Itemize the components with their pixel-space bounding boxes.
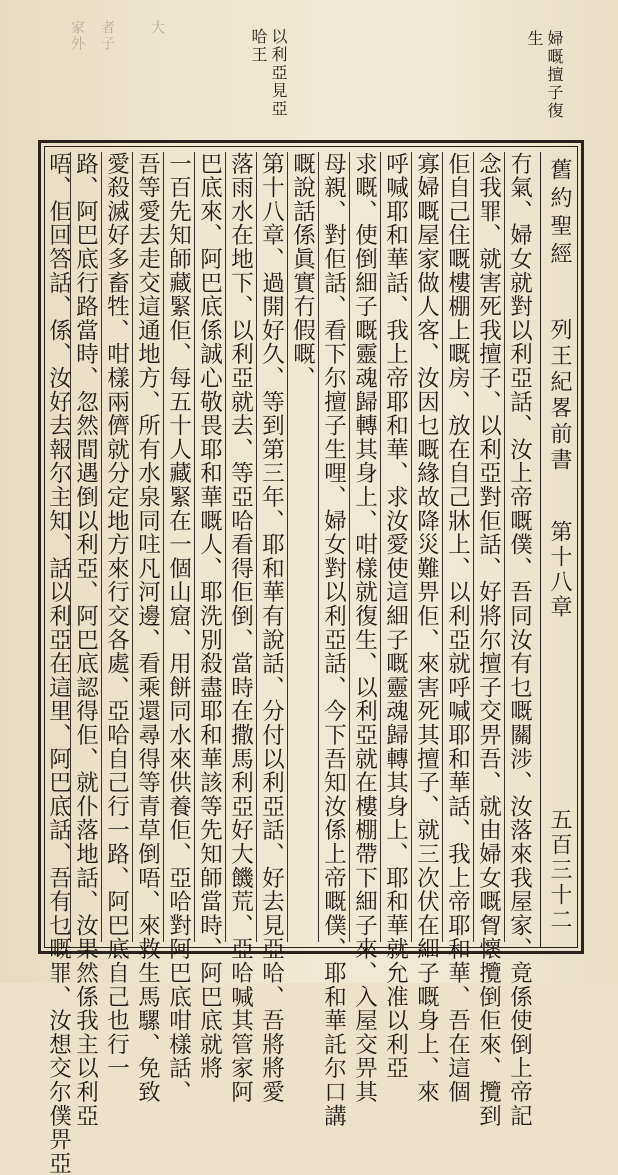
column-rule [163, 152, 164, 942]
column-rule [101, 152, 102, 942]
text-column: 求嘅、使倒細子嘅靈魂歸轉其身上、咁樣就復生、以利亞就在樓棚帶下細子來、入屋交畀其 [351, 152, 378, 1104]
column-rule [411, 152, 412, 942]
column-rule [318, 152, 319, 942]
column-rule [70, 152, 71, 942]
column-rule [473, 152, 474, 942]
chapter-label: 第十八章 [547, 520, 572, 620]
text-column: 冇氣、婦女就對以利亞話、汝上帝嘅僕、吾同汝有乜嘅關涉、汝落來我屋家、竟係使倒上帝記 [506, 152, 533, 1128]
section-title: 列王紀畧前書 [547, 318, 572, 474]
bleed-through-text: 家外 [69, 20, 85, 52]
column-rule [194, 152, 195, 942]
text-column: 呼喊耶和華話、我上帝耶和華、求汝愛使這細子嘅靈魂歸轉其身上、耶和華就允准以利亞 [382, 152, 409, 1081]
column-rule [504, 152, 505, 942]
text-column: 母親、對佢話、看下尔擅子生哩、婦女對以利亞話、今下吾知汝係上帝嘅僕、耶和華託尔口講 [320, 152, 347, 1128]
column-rule [256, 152, 257, 942]
margin-note-line: 以利亞見亞 [269, 28, 288, 118]
text-column: 落雨水在地下、以利亞就去、等亞哈看得佢倒、當時在撒馬利亞好大饑荒、亞哈喊其管家阿 [227, 152, 254, 1104]
text-column: 念我罪、就害死我擅子、以利亞對佢話、好將尔擅子交畀吾、就由婦女嘅胷懷攬倒佢來、攬到 [475, 152, 502, 1128]
column-rule [132, 152, 133, 942]
text-column: 吾等愛去走交這通地方、所有水泉同𠰍凡河邊、看乘還尋得等青草倒唔、來救生馬騾、免致 [134, 152, 161, 1104]
margin-note-line: 婦嘅擅子復 [545, 30, 564, 120]
column-rule [380, 152, 381, 942]
column-rule [442, 152, 443, 942]
column-rule [287, 152, 288, 942]
book-title: 舊約聖經 [547, 158, 572, 270]
bleed-through-text: 者子 [99, 20, 115, 52]
text-column: 巴底來、阿巴底係誠心敬畏耶和華嘅人、耶洗別殺盡耶和華該等先知師當時、阿巴底就將 [196, 152, 223, 1081]
column-rule [349, 152, 350, 942]
text-column: 寡婦嘅屋家做人客、汝因乜嘅緣故降災難畀佢、來害死其擅子、就三次伏在細子嘅身上、來 [413, 152, 440, 1104]
text-column: 路、阿巴底行路當時、忽然間遇倒以利亞、阿巴底認得佢、就仆落地話、汝果然係我主以利亞 [72, 152, 99, 1128]
bleed-through-text: 大 [149, 20, 165, 36]
text-column: 佢自己住嘅樓棚上嘅房、放在自己牀上、以利亞就呼喊耶和華話、我上帝耶和華、吾在這個 [444, 152, 471, 1104]
column-rule [225, 152, 226, 942]
text-column: 唔、佢回答話、係、汝好去報尔主知、話以利亞在這里、阿巴底話、吾有乜嘅罪、汝想交尔僕畀亞 [45, 152, 72, 1175]
text-column: 一百先知師藏緊佢、每五十人藏緊在一個山窟、用餅同水來供養佢、亞哈對阿巴底咁樣話、 [165, 152, 192, 1104]
text-column: 愛殺滅好多畜牲、咁樣兩儕就分定地方來行交各處、亞哈自己行一路、阿巴底自己也行一 [103, 152, 130, 1081]
page-number: 五百三十二 [547, 808, 572, 933]
margin-note-line: 哈王 [249, 28, 268, 64]
text-column: 嘅說話係眞實冇假嘅、 [289, 152, 316, 390]
chapter-heading-column: 第十八章、過開好久、等到第三年、耶和華有說話、分付以利亞話、好去見亞哈、吾將將愛 [258, 152, 285, 1104]
margin-note-line: 生 [525, 30, 544, 48]
